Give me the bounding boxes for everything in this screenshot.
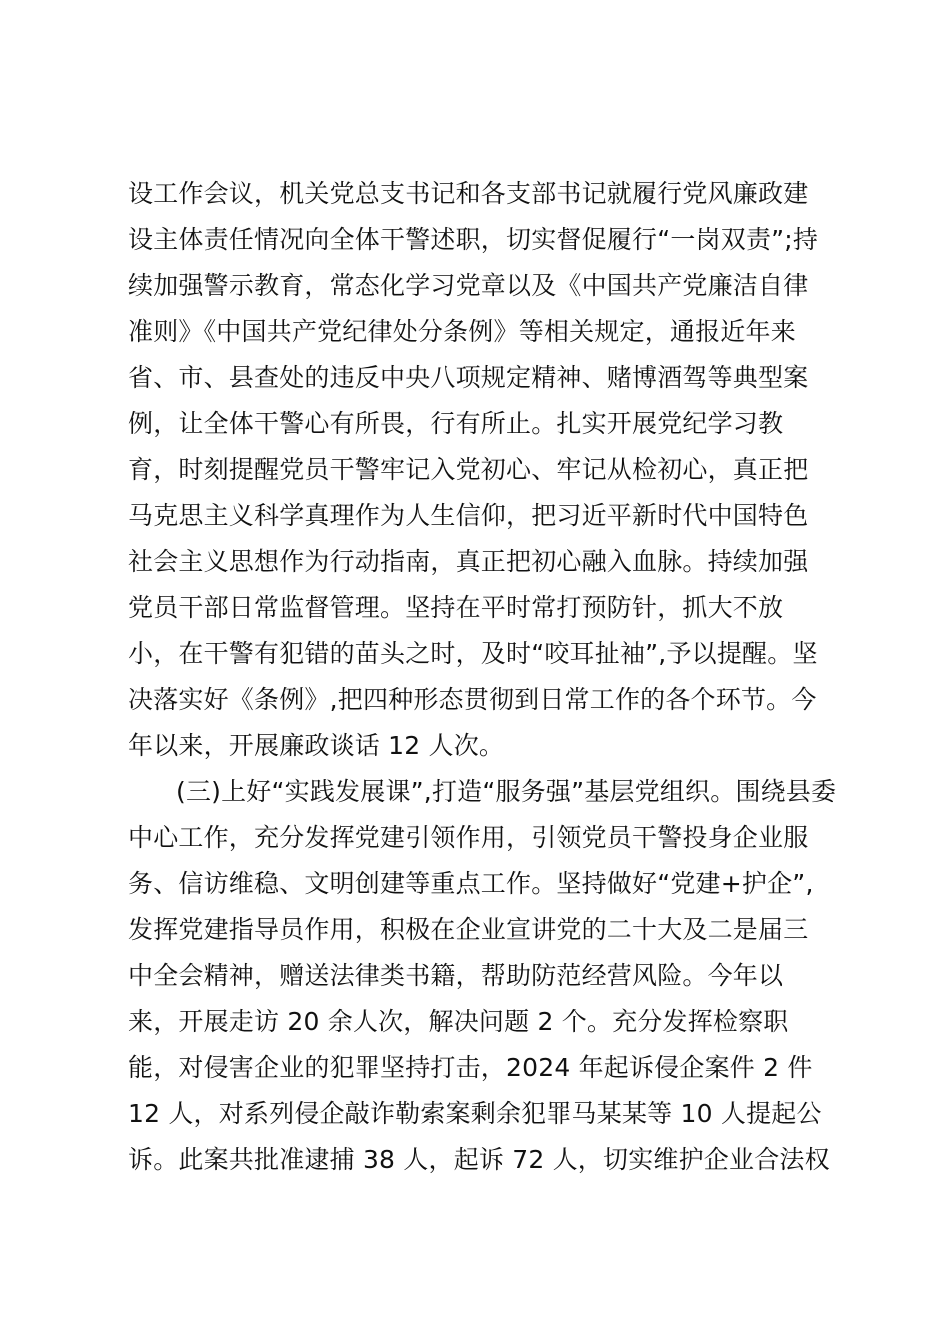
text-line: 社会主义思想作为行动指南，真正把初心融入血脉。持续加强 (128, 547, 809, 576)
text-line: 务、信访维稳、文明创建等重点工作。坚持做好“党建+护企”, (128, 869, 814, 898)
text-line: 来，开展走访 20 余人次，解决问题 2 个。充分发挥检察职 (128, 1007, 789, 1036)
text-line: 小，在干警有犯错的苗头之时，及时“咬耳扯袖”,予以提醒。坚 (128, 639, 818, 668)
text-line: 党员干部日常监督管理。坚持在平时常打预防针，抓大不放 (128, 593, 784, 622)
text-line: 准则》《中国共产党纪律处分条例》等相关规定，通报近年来 (128, 317, 796, 346)
text-line: 年以来，开展廉政谈话 12 人次。 (128, 731, 505, 760)
text-line: 诉。此案共批准逮捕 38 人，起诉 72 人，切实维护企业合法权 (128, 1145, 830, 1174)
text-line: 中心工作，充分发挥党建引领作用，引领党员干警投身企业服 (128, 823, 809, 852)
text-line: 中全会精神，赠送法律类书籍，帮助防范经营风险。今年以 (128, 961, 784, 990)
text-line: 发挥党建指导员作用，积极在企业宣讲党的二十大及二是届三 (128, 915, 809, 944)
text-line: 12 人，对系列侵企敲诈勒索案剩余犯罪马某某等 10 人提起公 (128, 1099, 822, 1128)
text-line: 省、市、县查处的违反中央八项规定精神、赌博酒驾等典型案 (128, 363, 809, 392)
text-line: 设主体责任情况向全体干警述职，切实督促履行“一岗双责”;持 (128, 225, 819, 254)
paragraph-start-line: (三)上好“实践发展课”,打造“服务强”基层党组织。围绕县委 (176, 777, 837, 806)
text-line: 续加强警示教育，常态化学习党章以及《中国共产党廉洁自律 (128, 271, 809, 300)
text-line: 设工作会议，机关党总支书记和各支部书记就履行党风廉政建 (128, 179, 809, 208)
text-line: 马克思主义科学真理作为人生信仰，把习近平新时代中国特色 (128, 501, 809, 530)
text-line: 能，对侵害企业的犯罪坚持打击，2024 年起诉侵企案件 2 件 (128, 1053, 813, 1082)
text-line: 育，时刻提醒党员干警牢记入党初心、牢记从检初心，真正把 (128, 455, 809, 484)
text-line: 决落实好《条例》,把四种形态贯彻到日常工作的各个环节。今 (128, 685, 817, 714)
text-line: 例，让全体干警心有所畏，行有所止。扎实开展党纪学习教 (128, 409, 784, 438)
